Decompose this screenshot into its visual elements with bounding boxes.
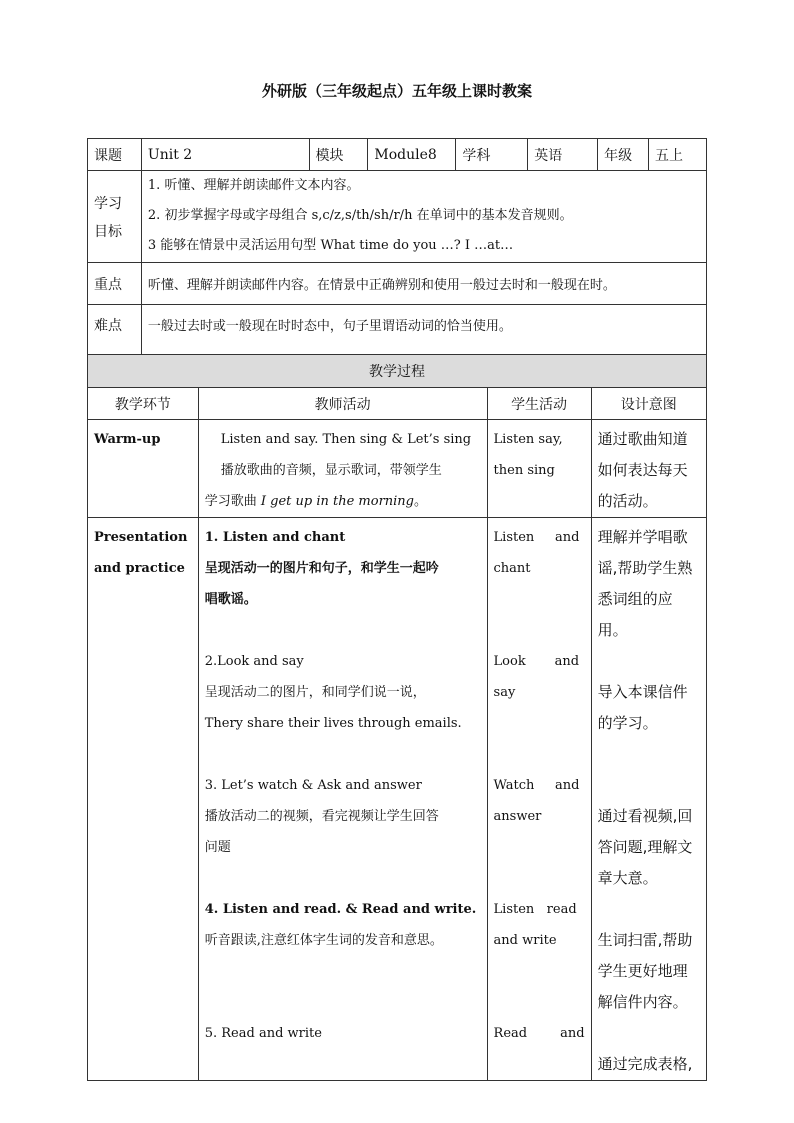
- presentation-stage: [88, 518, 199, 1081]
- step1-student-line1: Listen and: [493, 530, 580, 545]
- step4-student-line2: and write: [493, 933, 557, 948]
- spacer: [494, 956, 585, 987]
- step3-intent-line1: 通过看视频,回: [597, 807, 693, 825]
- spacer: [205, 956, 481, 987]
- module-value: Module8: [368, 139, 456, 171]
- warmup-teacher-line1: Listen and say. Then sing & Let’s sing: [220, 432, 472, 447]
- step2-intent-line1: 导入本课信件: [597, 683, 688, 701]
- step2-student-line2: say: [493, 685, 516, 700]
- step4-student-line1: Listen read: [493, 902, 577, 917]
- difficulty-value: 一般过去时或一般现在时时态中，句子里谓语动词的恰当使用。: [141, 305, 706, 355]
- spacer: [598, 1018, 700, 1049]
- topic-label: 课题: [88, 139, 142, 171]
- step3-student-line2: answer: [493, 809, 542, 824]
- warmup-teacher-line3-pre: 学习歌曲: [204, 494, 261, 509]
- warmup-intent-line2: 如何表达每天: [597, 461, 688, 479]
- subject-value: 英语: [528, 139, 598, 171]
- spacer: [205, 615, 481, 646]
- step1-student-line2: chant: [493, 561, 531, 576]
- spacer: [598, 646, 700, 677]
- column-intent: 设计意图: [591, 388, 706, 420]
- spacer: [598, 894, 700, 925]
- step2-desc-line1: 呈现活动二的图片，和同学们说一说，: [204, 685, 426, 700]
- subject-label: 学科: [456, 139, 528, 171]
- step4-desc-line1: 听音跟读,注意红体字生词的发音和意思。: [204, 933, 443, 948]
- objectives-label: [88, 171, 142, 263]
- warmup-teacher-line3-post: 。: [414, 494, 428, 509]
- spacer: [205, 739, 481, 770]
- process-header: 教学过程: [88, 355, 707, 388]
- step2-student-line1: Look and: [493, 654, 580, 669]
- topic-value: Unit 2: [141, 139, 309, 171]
- step4-intent-line2: 学生更好地理: [597, 962, 688, 980]
- presentation-teacher: [198, 518, 487, 1081]
- step2-desc-line2: Thery share their lives through emails.: [204, 716, 462, 731]
- step3-intent-line2: 答问题,理解文: [597, 838, 693, 856]
- spacer: [494, 832, 585, 863]
- step2-title: 2.Look and say: [204, 654, 304, 669]
- step1-title: 1. Listen and chant: [204, 530, 346, 545]
- warmup-student: [487, 420, 591, 518]
- step1-intent-line1: 理解并学唱歌: [597, 528, 688, 546]
- step1-intent-line2: 谣,帮助学生熟: [597, 559, 693, 577]
- objective-1: 1. 听懂、理解并朗读邮件文本内容。: [147, 178, 360, 193]
- step1-intent-line3: 悉词组的应用。: [597, 590, 673, 639]
- spacer: [494, 863, 585, 894]
- column-stage: 教学环节: [88, 388, 199, 420]
- key-value: 听懂、理解并朗读邮件内容。在情景中正确辨别和使用一般过去时和一般现在时。: [141, 263, 706, 305]
- step3-student-line1: Watch and: [493, 778, 580, 793]
- presentation-student: [487, 518, 591, 1081]
- step5-intent-line1: 通过完成表格,: [597, 1055, 693, 1073]
- presentation-row: [88, 518, 707, 1081]
- objectives-cell: [141, 171, 706, 263]
- warmup-row: [88, 420, 707, 518]
- step2-intent-line2: 的学习。: [597, 714, 658, 732]
- step1-desc-line2: 唱歌谣。: [204, 592, 257, 607]
- grade-label: 年级: [598, 139, 649, 171]
- step3-intent-line3: 章大意。: [597, 869, 658, 887]
- spacer: [205, 863, 481, 894]
- step3-title: 3. Let’s watch & Ask and answer: [204, 778, 422, 793]
- step4-intent-line3: 解信件内容。: [597, 993, 688, 1011]
- presentation-intent: [591, 518, 706, 1081]
- step1-desc-line1: 呈现活动一的图片和句子，和学生一起吟: [204, 561, 439, 576]
- key-label: 重点: [88, 263, 142, 305]
- step5-student-line1: Read and: [493, 1026, 585, 1041]
- column-teacher: 教师活动: [198, 388, 487, 420]
- spacer: [494, 584, 585, 615]
- grade-value: 五上: [649, 139, 707, 171]
- spacer: [494, 708, 585, 739]
- step3-desc-line1: 播放活动二的视频，看完视频让学生回答: [204, 809, 439, 824]
- presentation-stage-line1: Presentation: [94, 530, 188, 545]
- column-student: 学生活动: [487, 388, 591, 420]
- module-label: 模块: [309, 139, 368, 171]
- warmup-student-line2: then sing: [493, 463, 555, 478]
- warmup-intent-line1: 通过歌曲知道: [597, 430, 688, 448]
- objective-3: 3 能够在情景中灵活运用句型 What time do you …? I …at…: [147, 238, 514, 253]
- spacer: [598, 739, 700, 770]
- spacer: [494, 615, 585, 646]
- warmup-teacher-line2: 播放歌曲的音频，显示歌词，带领学生: [220, 463, 442, 478]
- difficulty-label: 难点: [88, 305, 142, 355]
- warmup-intent-line3: 的活动。: [597, 492, 658, 510]
- warmup-song-title: I get up in the morning: [260, 494, 415, 509]
- spacer: [494, 739, 585, 770]
- objectives-label-line2: 目标: [94, 223, 122, 240]
- step3-desc-line2: 问题: [204, 840, 231, 855]
- spacer: [494, 987, 585, 1018]
- presentation-stage-line2: and practice: [94, 561, 185, 576]
- spacer: [598, 770, 700, 801]
- warmup-stage: Warm-up: [88, 420, 199, 518]
- warmup-intent: [591, 420, 706, 518]
- warmup-student-line1: Listen say,: [493, 432, 563, 447]
- step5-title: 5. Read and write: [204, 1026, 322, 1041]
- objectives-label-line1: 学习: [94, 195, 122, 212]
- objective-2: 2. 初步掌握字母或字母组合 s,c/z,s/th/sh/r/h 在单词中的基本发音规则。: [147, 208, 573, 223]
- warmup-teacher-line3: [205, 486, 481, 517]
- step4-title: 4. Listen and read. & Read and write.: [204, 902, 477, 917]
- warmup-teacher: [198, 420, 487, 518]
- page-title: 外研版（三年级起点）五年级上课时教案: [261, 82, 532, 100]
- lesson-info-table: [87, 138, 707, 355]
- step4-intent-line1: 生词扫雷,帮助: [597, 931, 693, 949]
- spacer: [205, 987, 481, 1018]
- teaching-process-table: [87, 354, 707, 1081]
